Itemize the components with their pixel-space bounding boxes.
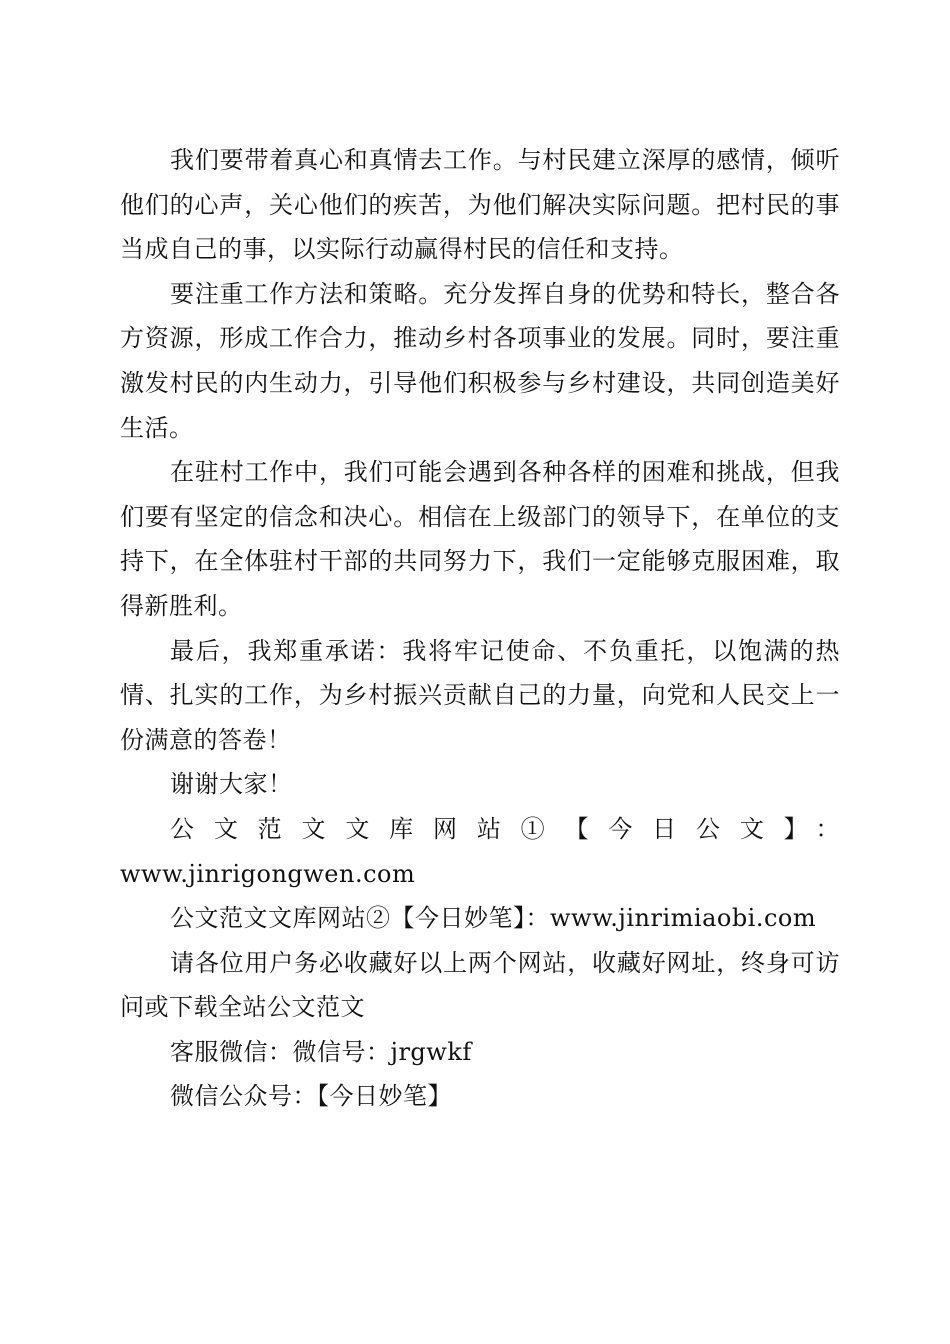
site1-label: 公文范文文库网站①【今日公文】：: [170, 814, 840, 843]
site1-url: www.jinrigongwen.com: [120, 859, 416, 888]
paragraph-thanks: 谢谢大家！: [170, 770, 293, 799]
paragraph-sincerity: 我们要带着真心和真情去工作。与村民建立深厚的感情，倾听他们的心声，关心他们的疾苦，为他们解决实际问题。把村民的事当成自己的事，以实际行动赢得村民的信任和支持。: [120, 146, 840, 264]
site2-line: 公文范文文库网站②【今日妙笔】：www.jinrimiaobi.com: [170, 904, 817, 933]
bookmark-notice: 请各位用户务必收藏好以上两个网站，收藏好网址，终身可访问或下载全站公文范文: [120, 948, 840, 1022]
wechat-official-account: 微信公众号：【今日妙笔】: [170, 1082, 452, 1111]
document-body: [120, 138, 840, 1119]
wechat-service: 客服微信：微信号：jrgwkf: [170, 1037, 472, 1066]
paragraph-methods: 要注重工作方法和策略。充分发挥自身的优势和特长，整合各方资源，形成工作合力，推动乡村各项事业的发展。同时，要注重激发村民的内生动力，引导他们积极参与乡村建设，共同创造美好生活。: [120, 279, 840, 442]
paragraph-challenges: 在驻村工作中，我们可能会遇到各种各样的困难和挑战，但我们要有坚定的信念和决心。相信在上级部门的领导下，在单位的支持下，在全体驻村干部的共同努力下，我们一定能够克服困难，取得新胜利。: [120, 458, 840, 620]
paragraph-commitment: 最后，我郑重承诺：我将牢记使命、不负重托，以饱满的热情、扎实的工作，为乡村振兴贡献自己的力量，向党和人民交上一份满意的答卷！: [120, 636, 840, 754]
